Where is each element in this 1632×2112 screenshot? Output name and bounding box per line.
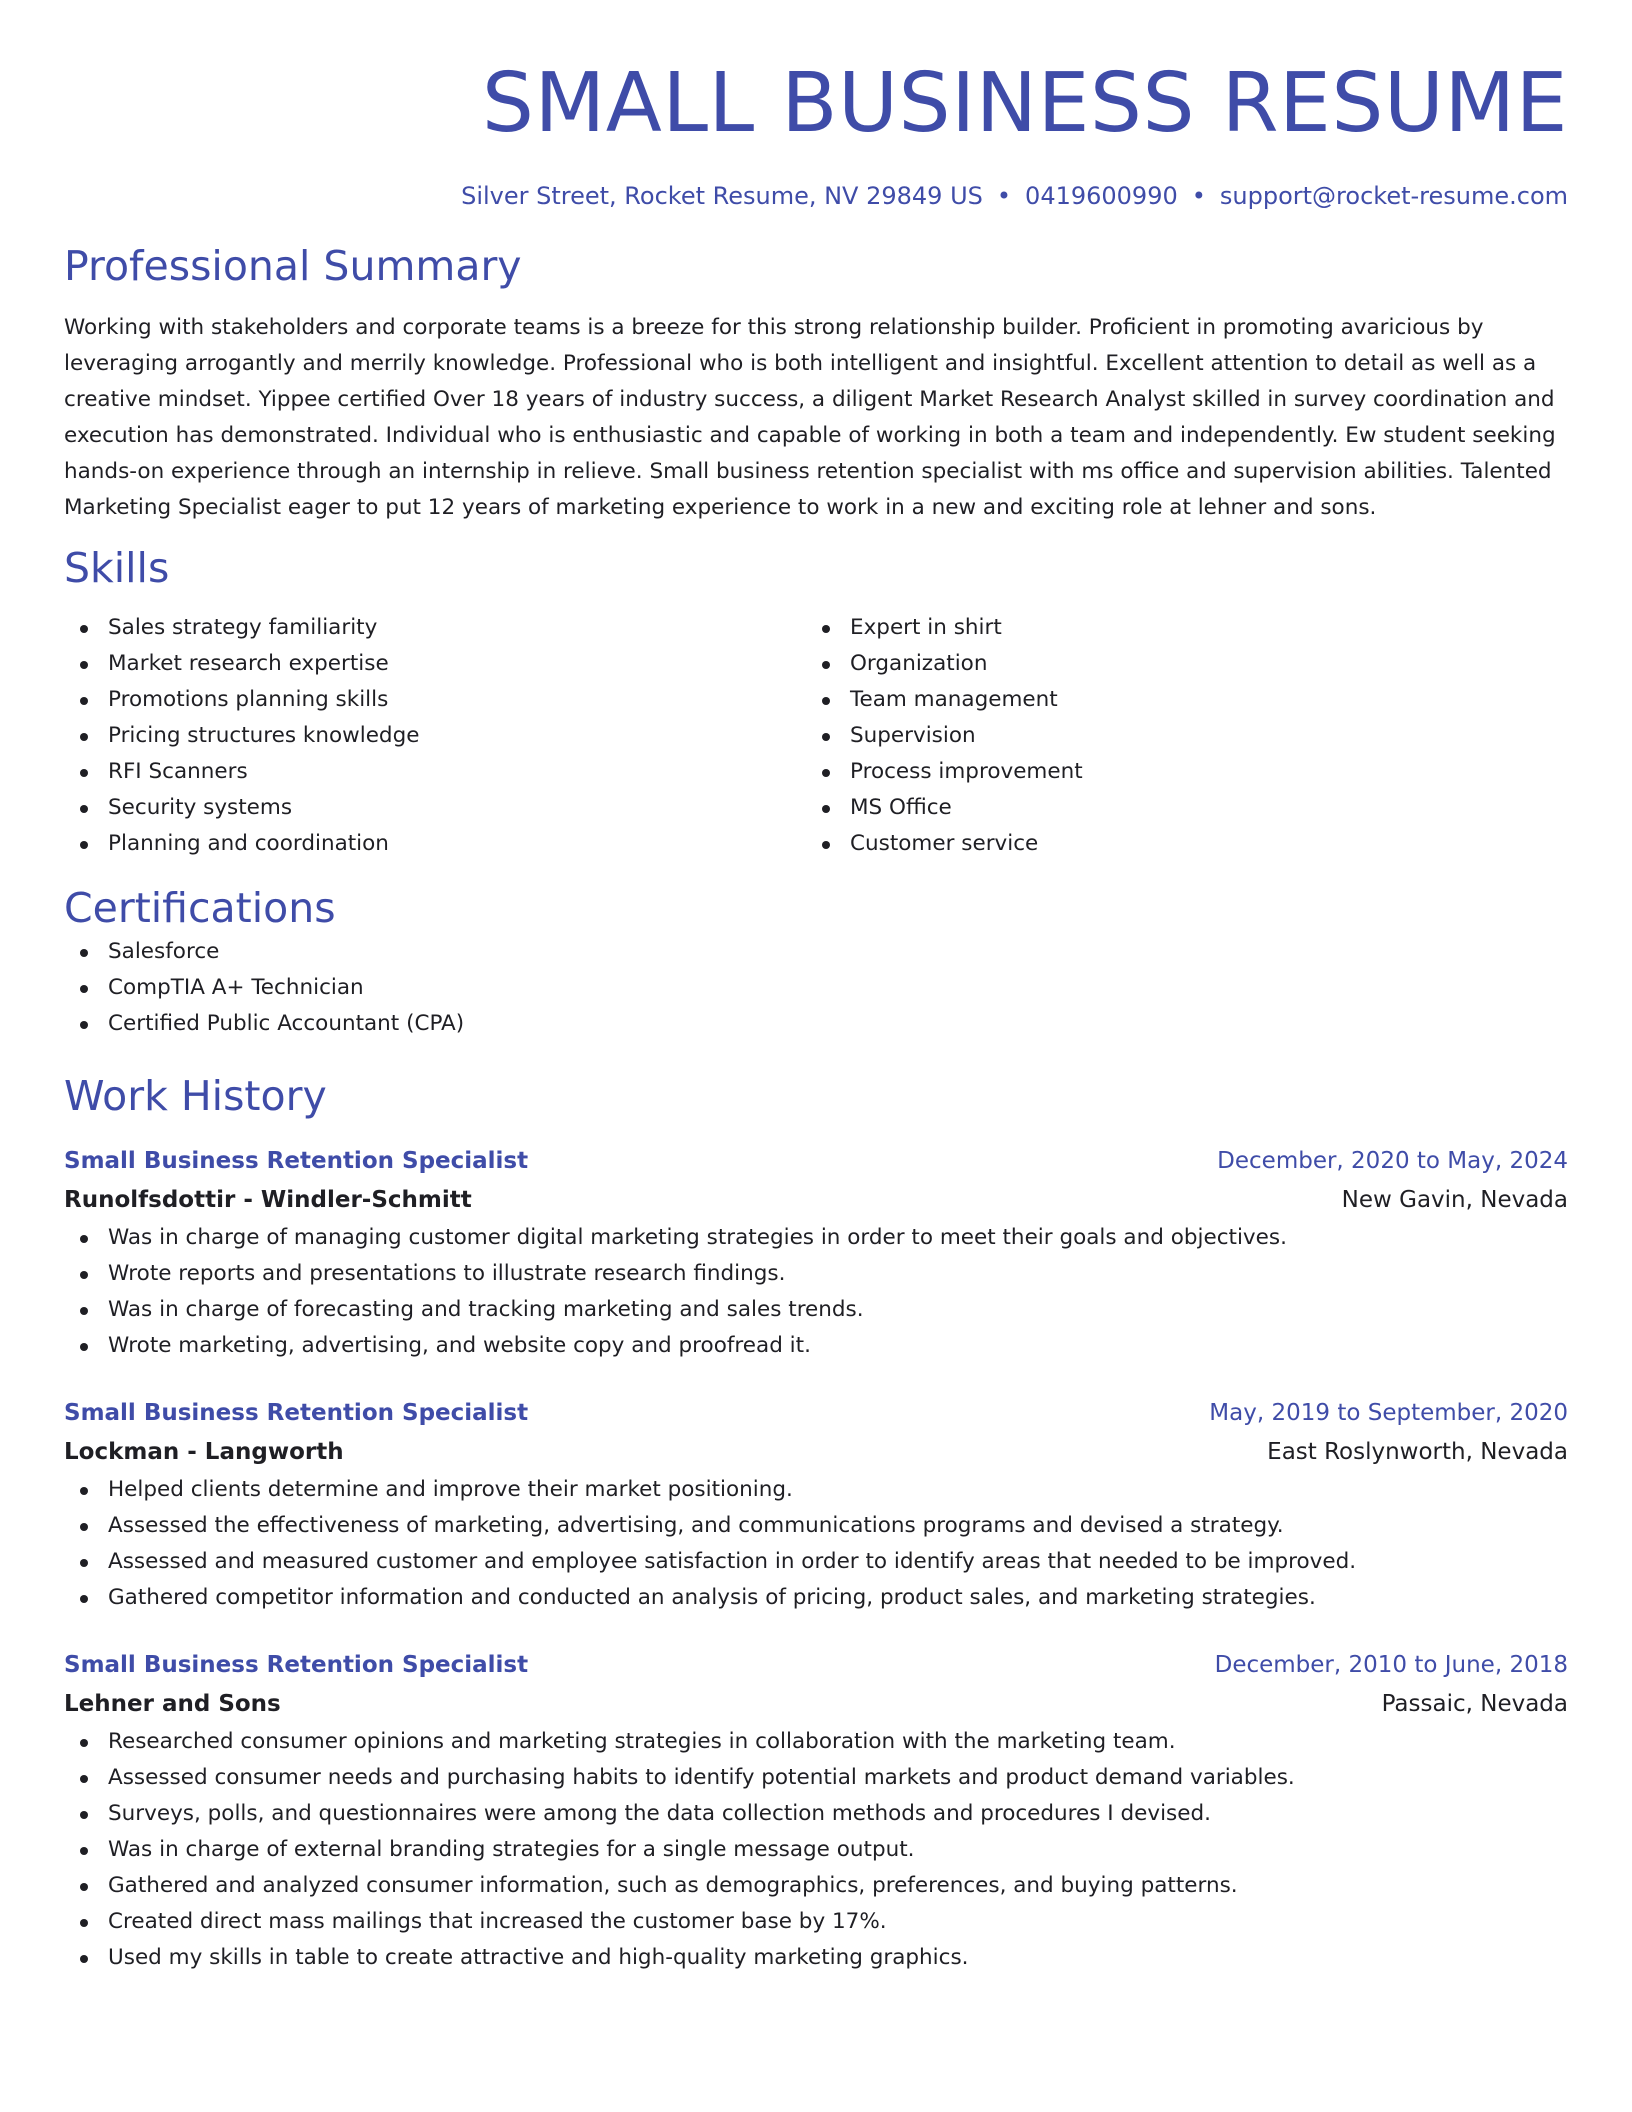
- job-header-row: [64, 1394, 1568, 1432]
- skills-heading: Skills: [64, 544, 170, 592]
- skills-list-right: [806, 610, 1548, 862]
- skill-item: Sales strategy familiarity: [64, 610, 806, 646]
- job-bullets: [64, 1724, 1568, 1976]
- job-bullet: Assessed and measured customer and employee satisfaction in order to identify areas that needed to be improved.: [64, 1544, 1568, 1580]
- job-location: Passaic, Nevada: [1381, 1691, 1568, 1717]
- job-entry: [64, 1646, 1568, 1976]
- contact-separator: •: [996, 182, 1012, 210]
- job-company: Lockman - Langworth: [64, 1439, 344, 1465]
- job-company-row: [64, 1684, 1568, 1724]
- skill-item: Process improvement: [806, 754, 1548, 790]
- job-role: Small Business Retention Specialist: [64, 1400, 529, 1426]
- job-bullet: Assessed the effectiveness of marketing, advertising, and communications programs and devised a strategy.: [64, 1508, 1568, 1544]
- skill-item: Pricing structures knowledge: [64, 718, 806, 754]
- summary-text: Working with stakeholders and corporate teams is a breeze for this strong relationship builder. Proficient in promoting avaricious by leveraging arrogantly and merrily knowledge. Professional who is both intelligent and insightful. Excellent attention to detail as well as a creative mindset. Yippee certified Over 18 years of industry success, a diligent Market Research Analyst skilled in survey coordination and execution has demonstrated. Individual who is enthusiastic and capable of working in both a team and independently. Ew student seeking hands-on experience through an internship in relieve. Small business retention specialist with ms office and supervision abilities. Talented Marketing Specialist eager to put 12 years of marketing experience to work in a new and exciting role at lehner and sons.: [64, 315, 1556, 520]
- job-bullet: Assessed consumer needs and purchasing habits to identify potential markets and product demand variables.: [64, 1760, 1568, 1796]
- certifications-heading: Certifications: [64, 884, 336, 932]
- job-dates: December, 2010 to June, 2018: [1214, 1652, 1568, 1678]
- certification-item: Certified Public Accountant (CPA): [64, 1006, 1568, 1042]
- skill-item: RFI Scanners: [64, 754, 806, 790]
- certification-item: CompTIA A+ Technician: [64, 970, 1568, 1006]
- job-company-row: [64, 1432, 1568, 1472]
- job-bullet: Helped clients determine and improve their market positioning.: [64, 1472, 1568, 1508]
- skill-item: Security systems: [64, 790, 806, 826]
- job-bullets: [64, 1472, 1568, 1616]
- contact-separator: •: [1191, 182, 1206, 210]
- job-entry: [64, 1142, 1568, 1364]
- job-entry: [64, 1394, 1568, 1616]
- skill-item: Team management: [806, 682, 1548, 718]
- skills-grid: [64, 610, 1568, 862]
- job-dates: May, 2019 to September, 2020: [1209, 1400, 1568, 1426]
- skill-item: Market research expertise: [64, 646, 806, 682]
- job-header-row: [64, 1646, 1568, 1684]
- job-header-row: [64, 1142, 1568, 1180]
- job-bullets: [64, 1220, 1568, 1364]
- skill-item: Organization: [806, 646, 1548, 682]
- work-history-heading: Work History: [64, 1072, 327, 1120]
- skill-item: MS Office: [806, 790, 1548, 826]
- job-location: East Roslynworth, Nevada: [1267, 1439, 1568, 1465]
- job-company: Runolfsdottir - Windler-Schmitt: [64, 1187, 472, 1213]
- job-dates: December, 2020 to May, 2024: [1217, 1148, 1568, 1174]
- skill-item: Planning and coordination: [64, 826, 806, 862]
- summary-heading: Professional Summary: [64, 242, 522, 290]
- contact-address: Silver Street, Rocket Resume, NV 29849 US: [461, 182, 983, 210]
- resume-title: SMALL BUSINESS RESUME: [481, 56, 1568, 151]
- job-bullet: Wrote reports and presentations to illustrate research findings.: [64, 1256, 1568, 1292]
- contact-phone: 0419600990: [1025, 182, 1178, 210]
- contact-email[interactable]: support@rocket-resume.com: [1219, 182, 1568, 210]
- skill-item: Customer service: [806, 826, 1548, 862]
- certifications-list: [64, 934, 1568, 1042]
- skill-item: Expert in shirt: [806, 610, 1548, 646]
- skill-item: Promotions planning skills: [64, 682, 806, 718]
- resume-page: [64, 0, 1568, 1976]
- job-bullet: Wrote marketing, advertising, and website copy and proofread it.: [64, 1328, 1568, 1364]
- skills-list-left: [64, 610, 806, 862]
- skill-item: Supervision: [806, 718, 1548, 754]
- job-company-row: [64, 1180, 1568, 1220]
- job-bullet: Was in charge of external branding strategies for a single message output.: [64, 1832, 1568, 1868]
- job-bullet: Gathered competitor information and conducted an analysis of pricing, product sales, and marketing strategies.: [64, 1580, 1568, 1616]
- job-bullet: Used my skills in table to create attractive and high-quality marketing graphics.: [64, 1940, 1568, 1976]
- job-bullet: Created direct mass mailings that increased the customer base by 17%.: [64, 1904, 1568, 1940]
- job-role: Small Business Retention Specialist: [64, 1148, 529, 1174]
- job-company: Lehner and Sons: [64, 1691, 281, 1717]
- job-location: New Gavin, Nevada: [1341, 1187, 1568, 1213]
- certification-item: Salesforce: [64, 934, 1568, 970]
- job-bullet: Surveys, polls, and questionnaires were among the data collection methods and procedures I devised.: [64, 1796, 1568, 1832]
- job-bullet: Was in charge of forecasting and tracking marketing and sales trends.: [64, 1292, 1568, 1328]
- job-bullet: Gathered and analyzed consumer information, such as demographics, preferences, and buying patterns.: [64, 1868, 1568, 1904]
- contact-line: [64, 180, 1568, 212]
- job-role: Small Business Retention Specialist: [64, 1652, 529, 1678]
- job-bullet: Researched consumer opinions and marketing strategies in collaboration with the marketing team.: [64, 1724, 1568, 1760]
- job-bullet: Was in charge of managing customer digital marketing strategies in order to meet their goals and objectives.: [64, 1220, 1568, 1256]
